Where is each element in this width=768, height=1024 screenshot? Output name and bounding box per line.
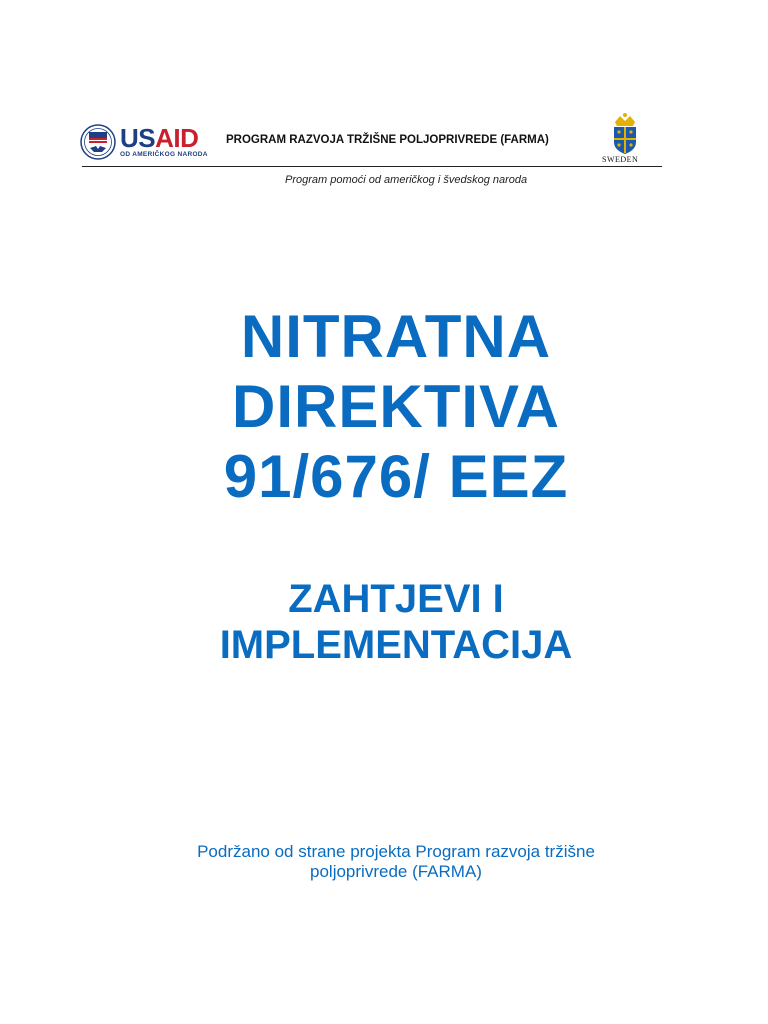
- subtitle-line-1: ZAHTJEVI I: [288, 577, 504, 621]
- title-line-2: DIREKTIVA: [232, 373, 560, 440]
- sweden-label: SWEDEN: [602, 155, 639, 164]
- document-title: [0, 302, 768, 512]
- support-line-1: Podržano od strane projekta Program razvoja tržišne: [197, 842, 595, 861]
- usaid-tagline: OD AMERIČKOG NARODA: [120, 151, 208, 158]
- usaid-seal-icon: [80, 124, 116, 160]
- header-divider: [82, 166, 662, 167]
- document-header: [80, 112, 664, 192]
- subtitle-line-2: IMPLEMENTACIJA: [219, 623, 573, 667]
- program-title: PROGRAM RAZVOJA TRŽIŠNE POLJOPRIVREDE (FARMA): [226, 134, 549, 146]
- title-line-3: 91/676/ EEZ: [223, 443, 569, 510]
- title-line-1: NITRATNA: [240, 303, 552, 370]
- header-subtitle: Program pomoći od američkog i švedskog naroda: [285, 174, 528, 186]
- usaid-wordmark: USAID: [120, 123, 199, 153]
- support-line-2: poljoprivrede (FARMA): [310, 862, 482, 881]
- usaid-logo: [80, 122, 210, 162]
- document-subtitle: [0, 576, 768, 668]
- support-note: [0, 842, 768, 882]
